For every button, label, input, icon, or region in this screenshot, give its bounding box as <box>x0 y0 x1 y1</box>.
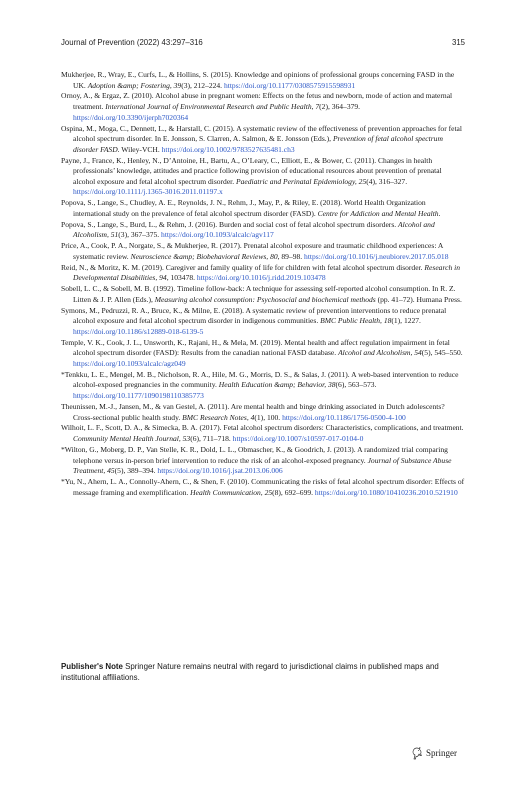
doi-link[interactable]: https://doi.org/10.1177/1090198110385773 <box>73 391 204 401</box>
reference-source: Adoption &amp; Fostering, 39 <box>87 80 182 90</box>
reference-authors-title: Payne, J., France, K., Henley, N., D’Antoine, H., Bartu, A., O’Leary, C., Elliott, E., & Bower, C. (2011). Changes in health professionals’ knowledge, attitudes and practice following provision of educational resources about prevention of prenatal alcohol exposure and fetal alcohol spectrum disorder. <box>61 155 442 186</box>
reference-pages: , 89–98. <box>277 251 305 261</box>
reference-source: Research in Developmental Disabilities, 94 <box>73 262 460 283</box>
reference-pages: . <box>438 208 441 218</box>
reference-source: BMC Public Health, 18 <box>320 316 392 326</box>
reference-source: Measuring alcohol consumption: Psychosocial and biochemical methods <box>154 294 376 304</box>
reference-entry <box>61 445 465 477</box>
doi-link[interactable]: https://doi.org/10.3390/ijerph7020364 <box>73 112 189 122</box>
publishers-note <box>61 661 465 683</box>
reference-authors-title: Popova, S., Lange, S., Chudley, A. E., Reynolds, J. N., Rehm, J., May, P., & Riley, E. (2018). World Health Organization international study on the prevalence of fetal alcohol spectrum disorder (FASD). <box>61 198 426 218</box>
reference-pages: (1), 100. <box>254 412 283 422</box>
reference-pages: (3), 212–224. <box>181 80 224 90</box>
reference-source: Neuroscience &amp; Biobehavioral Reviews, 80 <box>130 251 278 261</box>
reference-authors-title: Theunissen, M.-J., Jansen, M., & van Gestel, A. (2011). Are mental health and binge drinking associated in Dutch adolescents? Cross-sectional public health study. <box>61 401 445 422</box>
reference-pages: (2), 364–379. <box>319 102 361 112</box>
doi-link[interactable]: https://doi.org/10.1080/10410236.2010.521910 <box>314 487 458 497</box>
reference-entry <box>61 124 465 156</box>
reference-entry <box>61 338 465 370</box>
reference-authors-title: Mukherjee, R., Wray, E., Curfs, L., & Hollins, S. (2015). Knowledge and opinions of professional groups concerning FASD in the UK. <box>61 70 455 90</box>
reference-authors-title: *Tenkku, L. E., Mengel, M. B., Nicholson, R. A., Hile, M. G., Morris, D. S., & Salas, J. (2011). A web-based intervention to reduce alcohol-exposed pregnancies in the community. <box>61 369 459 390</box>
reference-entry <box>61 263 465 284</box>
reference-authors-title: Ospina, M., Moga, C., Dennett, L., & Harstall, C. (2015). A systematic review of the effectiveness of prevention approaches for fetal alcohol spectrum disorder. In E. Jonsson, S. Clarren, A. Salmon, & E. Jonsson (Eds.), <box>61 123 462 144</box>
publishers-note-text: Springer Nature remains neutral with regard to jurisdictional claims in published maps and institutional affiliations. <box>61 662 439 682</box>
reference-source: Centre for Addiction and Mental Health <box>317 208 439 218</box>
reference-source: Paediatric and Perinatal Epidemiology, 25 <box>236 176 367 186</box>
reference-source: Community Mental Health Journal, 53 <box>73 434 191 444</box>
doi-link[interactable]: https://doi.org/10.1186/s12889-018-6139-5 <box>73 326 204 336</box>
reference-entry <box>61 306 465 338</box>
reference-authors-title: Wilhoit, L. F., Scott, D. A., & Simecka, B. A. (2017). Fetal alcohol spectrum disorders: Characteristics, complications, and treatment. <box>61 423 464 433</box>
doi-link[interactable]: https://doi.org/10.1177/0308575915598931 <box>223 80 356 90</box>
reference-pages: (6), 563–573. <box>335 380 377 390</box>
reference-authors-title: Price, A., Cook, P. A., Norgate, S., & Mukherjee, R. (2017). Prenatal alcohol exposure and traumatic childhood experiences: A systematic review. <box>61 241 443 261</box>
reference-entry <box>61 220 465 241</box>
doi-link[interactable]: https://doi.org/10.1186/1756-0500-4-100 <box>282 412 406 422</box>
reference-entry <box>61 156 465 198</box>
reference-authors-title: *Yu, N., Ahern, L. A., Connolly-Ahern, C., & Shen, F. (2010). Communicating the risks of fetal alcohol spectrum disorder: Effects of message framing and exemplification. <box>61 477 465 497</box>
doi-link[interactable]: https://doi.org/10.1002/9783527635481.ch3 <box>161 144 295 154</box>
reference-pages: (4), 316–327. <box>366 176 408 186</box>
reference-authors-title: Popova, S., Lange, S., Burd, L., & Rehm, J. (2016). Burden and social cost of fetal alcohol spectrum disorders. <box>61 219 399 229</box>
journal-citation: Journal of Prevention (2022) 43:297–316 <box>61 38 203 47</box>
reference-authors-title: Reid, N., & Moritz, K. M. (2019). Caregiver and family quality of life for children with fetal alcohol spectrum disorder. <box>61 262 425 272</box>
reference-entry <box>61 198 465 219</box>
reference-pages: (5), 545–550. <box>421 348 463 358</box>
reference-entry <box>61 241 465 262</box>
reference-list <box>61 70 465 499</box>
reference-source: Alcohol and Alcoholism, 54 <box>338 348 422 358</box>
reference-entry <box>61 70 465 91</box>
reference-entry <box>61 402 465 423</box>
doi-link[interactable]: https://doi.org/10.1111/j.1365-3016.2011.01197.x <box>73 187 223 197</box>
doi-link[interactable]: https://doi.org/10.1016/j.jsat.2013.06.006 <box>157 466 283 476</box>
reference-pages: (pp. 41–72). Humana Press. <box>375 294 462 304</box>
reference-source: Prevention of fetal alcohol spectrum disorder FASD <box>73 134 443 154</box>
reference-authors-title: *Wilton, G., Moberg, D. P., Van Stelle, K. R., Dold, L. L., Obmascher, K., & Goodrich, J. (2013). A randomized trial comparing telephone versus in-person brief intervention to reduce the risk of an alcohol-exposed pregnancy. <box>61 444 448 465</box>
springer-wordmark: Springer <box>426 748 457 758</box>
doi-link[interactable]: https://doi.org/10.1007/s10597-017-0104-0 <box>232 434 364 444</box>
reference-pages: . Wiley-VCH. <box>117 144 162 154</box>
page-number: 315 <box>451 38 465 47</box>
reference-entry <box>61 370 465 402</box>
reference-pages: (1), 1227. <box>391 316 421 326</box>
reference-authors-title: Sobell, L. C., & Sobell, M. B. (1992). Timeline follow-back: A technique for assessing self-reported alcohol consumption. In R. Z. Litten & J. P. Allen (Eds.), <box>61 284 456 304</box>
springer-logo <box>411 746 471 760</box>
reference-authors-title: Ornoy, A., & Ergaz, Z. (2010). Alcohol abuse in pregnant women: Effects on the fetus and newborn, mode of action and maternal treatment. <box>61 91 453 112</box>
reference-authors-title: Temple, V. K., Cook, J. L., Unsworth, K., Rajani, H., & Mela, M. (2019). Mental health and affect regulation impairment in fetal alcohol spectrum disorder (FASD): Results from the canadian national FASD database. <box>61 337 450 358</box>
reference-entry <box>61 477 465 498</box>
doi-link[interactable]: https://doi.org/10.1093/alcalc/agz049 <box>73 359 186 368</box>
reference-authors-title: Symons, M., Pedruzzi, R. A., Bruce, K., & Milne, E. (2018). A systematic review of prevention interventions to reduce prenatal alcohol exposure and fetal alcohol spectrum disorder in indigenous communities. <box>61 305 447 326</box>
doi-link[interactable]: https://doi.org/10.1093/alcalc/agv117 <box>161 230 274 240</box>
reference-entry <box>61 423 465 444</box>
reference-source: BMC Research Notes, 4 <box>182 412 255 422</box>
publishers-note-label: Publisher's Note <box>61 662 123 671</box>
reference-source: Alcohol and Alcoholism, 51 <box>73 219 435 240</box>
reference-source: Health Communication, 25 <box>190 487 273 497</box>
doi-link[interactable]: https://doi.org/10.1016/j.ridd.2019.103478 <box>196 273 326 283</box>
springer-horse-icon <box>411 747 423 760</box>
reference-pages: (6), 711–718. <box>190 434 233 444</box>
doi-link[interactable]: https://doi.org/10.1016/j.neubiorev.2017.05.018 <box>304 251 449 261</box>
reference-pages: (5), 389–394. <box>114 466 158 476</box>
reference-pages: (8), 692–699. <box>272 487 315 497</box>
reference-source: International Journal of Environmental Research and Public Health, 7 <box>105 102 320 112</box>
reference-pages: (3), 367–375. <box>118 230 162 240</box>
reference-source: Journal of Substance Abuse Treatment, 45 <box>73 455 452 476</box>
reference-source: Health Education &amp; Behavior, 38 <box>218 380 336 390</box>
reference-pages: , 103478. <box>166 273 197 283</box>
reference-entry <box>61 91 465 123</box>
reference-entry <box>61 284 465 305</box>
